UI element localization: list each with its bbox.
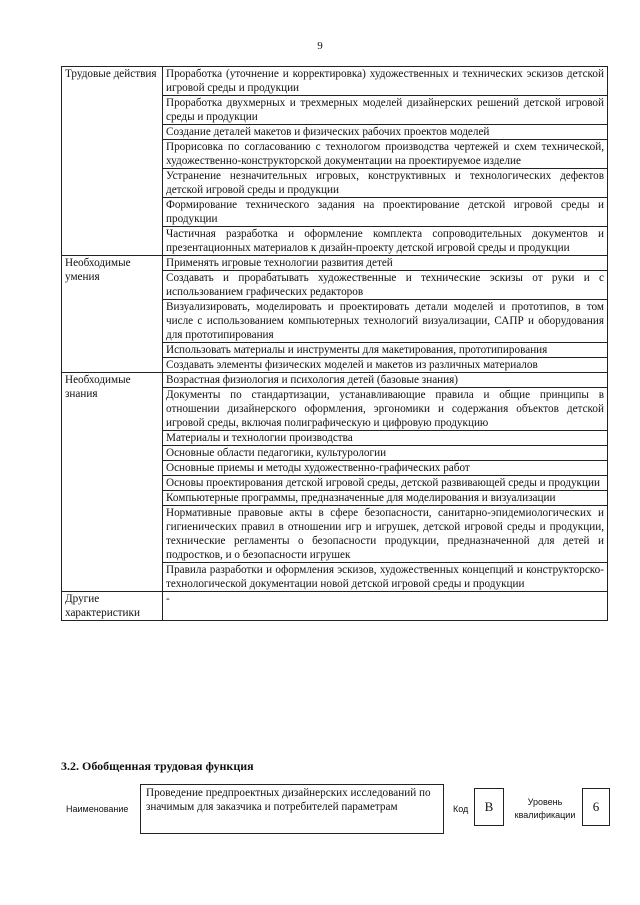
table-cell: Основные области педагогики, культурологии xyxy=(163,446,608,461)
table-cell: Нормативные правовые акты в сфере безопасности, санитарно-эпидемиологических и гигиенических правил в отношении игр и игрушек, детской игровой среды и продукции, технические регламенты о безопасности продукции, предназначенной для детей и подростков, и о безопасности игрушек xyxy=(163,506,608,563)
level-label: Уровень квалификации xyxy=(514,797,576,820)
table-cell: Формирование технического задания на проектирование детской игровой среды и продукции xyxy=(163,198,608,227)
group-label: Другие характеристики xyxy=(62,592,163,621)
table-cell: Применять игровые технологии развития детей xyxy=(163,256,608,271)
table-cell: Материалы и технологии производства xyxy=(163,431,608,446)
group-label: Необходимые знания xyxy=(62,373,163,592)
table-cell: Визуализировать, моделировать и проектировать детали моделей и прототипов, в том числе с использованием компьютерных технологий визуализации, САПР и оборудования для прототипирования xyxy=(163,300,608,343)
code-value: B xyxy=(474,788,504,826)
table-cell: Частичная разработка и оформление комплекта сопроводительных документов и презентационных материалов к дизайн-проекту детской игровой среды и продукции xyxy=(163,227,608,256)
table-cell: Правила разработки и оформления эскизов, художественных концепций и конструкторско-технологической документации новой детской игровой среды и продукции xyxy=(163,563,608,592)
table-cell: Возрастная физиология и психология детей (базовые знания) xyxy=(163,373,608,388)
table-cell: Компьютерные программы, предназначенные для моделирования и визуализации xyxy=(163,491,608,506)
table-row xyxy=(62,256,608,271)
table-cell: Использовать материалы и инструменты для макетирования, прототипирования xyxy=(163,343,608,358)
table-cell: Прорисовка по согласованию с технологом производства чертежей и схем технической, художественно-конструкторской документации на проектируемое изделие xyxy=(163,140,608,169)
table-cell: Основы проектирования детской игровой среды, детской развивающей среды и продукции xyxy=(163,476,608,491)
requirements-table xyxy=(61,66,608,621)
name-value: Проведение предпроектных дизайнерских исследований по значимым для заказчика и потребителей параметрам xyxy=(140,784,444,834)
table-cell: Создавать элементы физических моделей и макетов из различных материалов xyxy=(163,358,608,373)
name-label: Наименование xyxy=(66,804,129,814)
table-cell: Создавать и прорабатывать художественные и технические эскизы от руки и с использованием графических редакторов xyxy=(163,271,608,300)
generalized-function-row xyxy=(61,787,608,852)
table-row xyxy=(62,592,608,621)
section-title: 3.2. Обобщенная трудовая функция xyxy=(61,759,254,773)
table-row xyxy=(62,373,608,388)
group-label: Необходимые умения xyxy=(62,256,163,373)
table-cell: Проработка (уточнение и корректировка) художественных и технических эскизов детской игровой среды и продукции xyxy=(163,67,608,96)
group-label: Трудовые действия xyxy=(62,67,163,256)
table-cell: Создание деталей макетов и физических рабочих проектов моделей xyxy=(163,125,608,140)
table-cell: Проработка двухмерных и трехмерных моделей дизайнерских решений детской игровой среды и продукции xyxy=(163,96,608,125)
level-value: 6 xyxy=(582,788,610,826)
table-cell: - xyxy=(163,592,608,621)
table-cell: Основные приемы и методы художественно-графических работ xyxy=(163,461,608,476)
table-row xyxy=(62,67,608,96)
page-number: 9 xyxy=(317,40,323,52)
code-label: Код xyxy=(453,804,469,814)
table-cell: Устранение незначительных игровых, конструктивных и технологических дефектов детской игровой среды и продукции xyxy=(163,169,608,198)
table-cell: Документы по стандартизации, устанавливающие правила и общие принципы в отношении дизайнерского оформления, эргономики и содержания объектов детской игровой среды, включая полиграфическую и цифровую продукцию xyxy=(163,388,608,431)
